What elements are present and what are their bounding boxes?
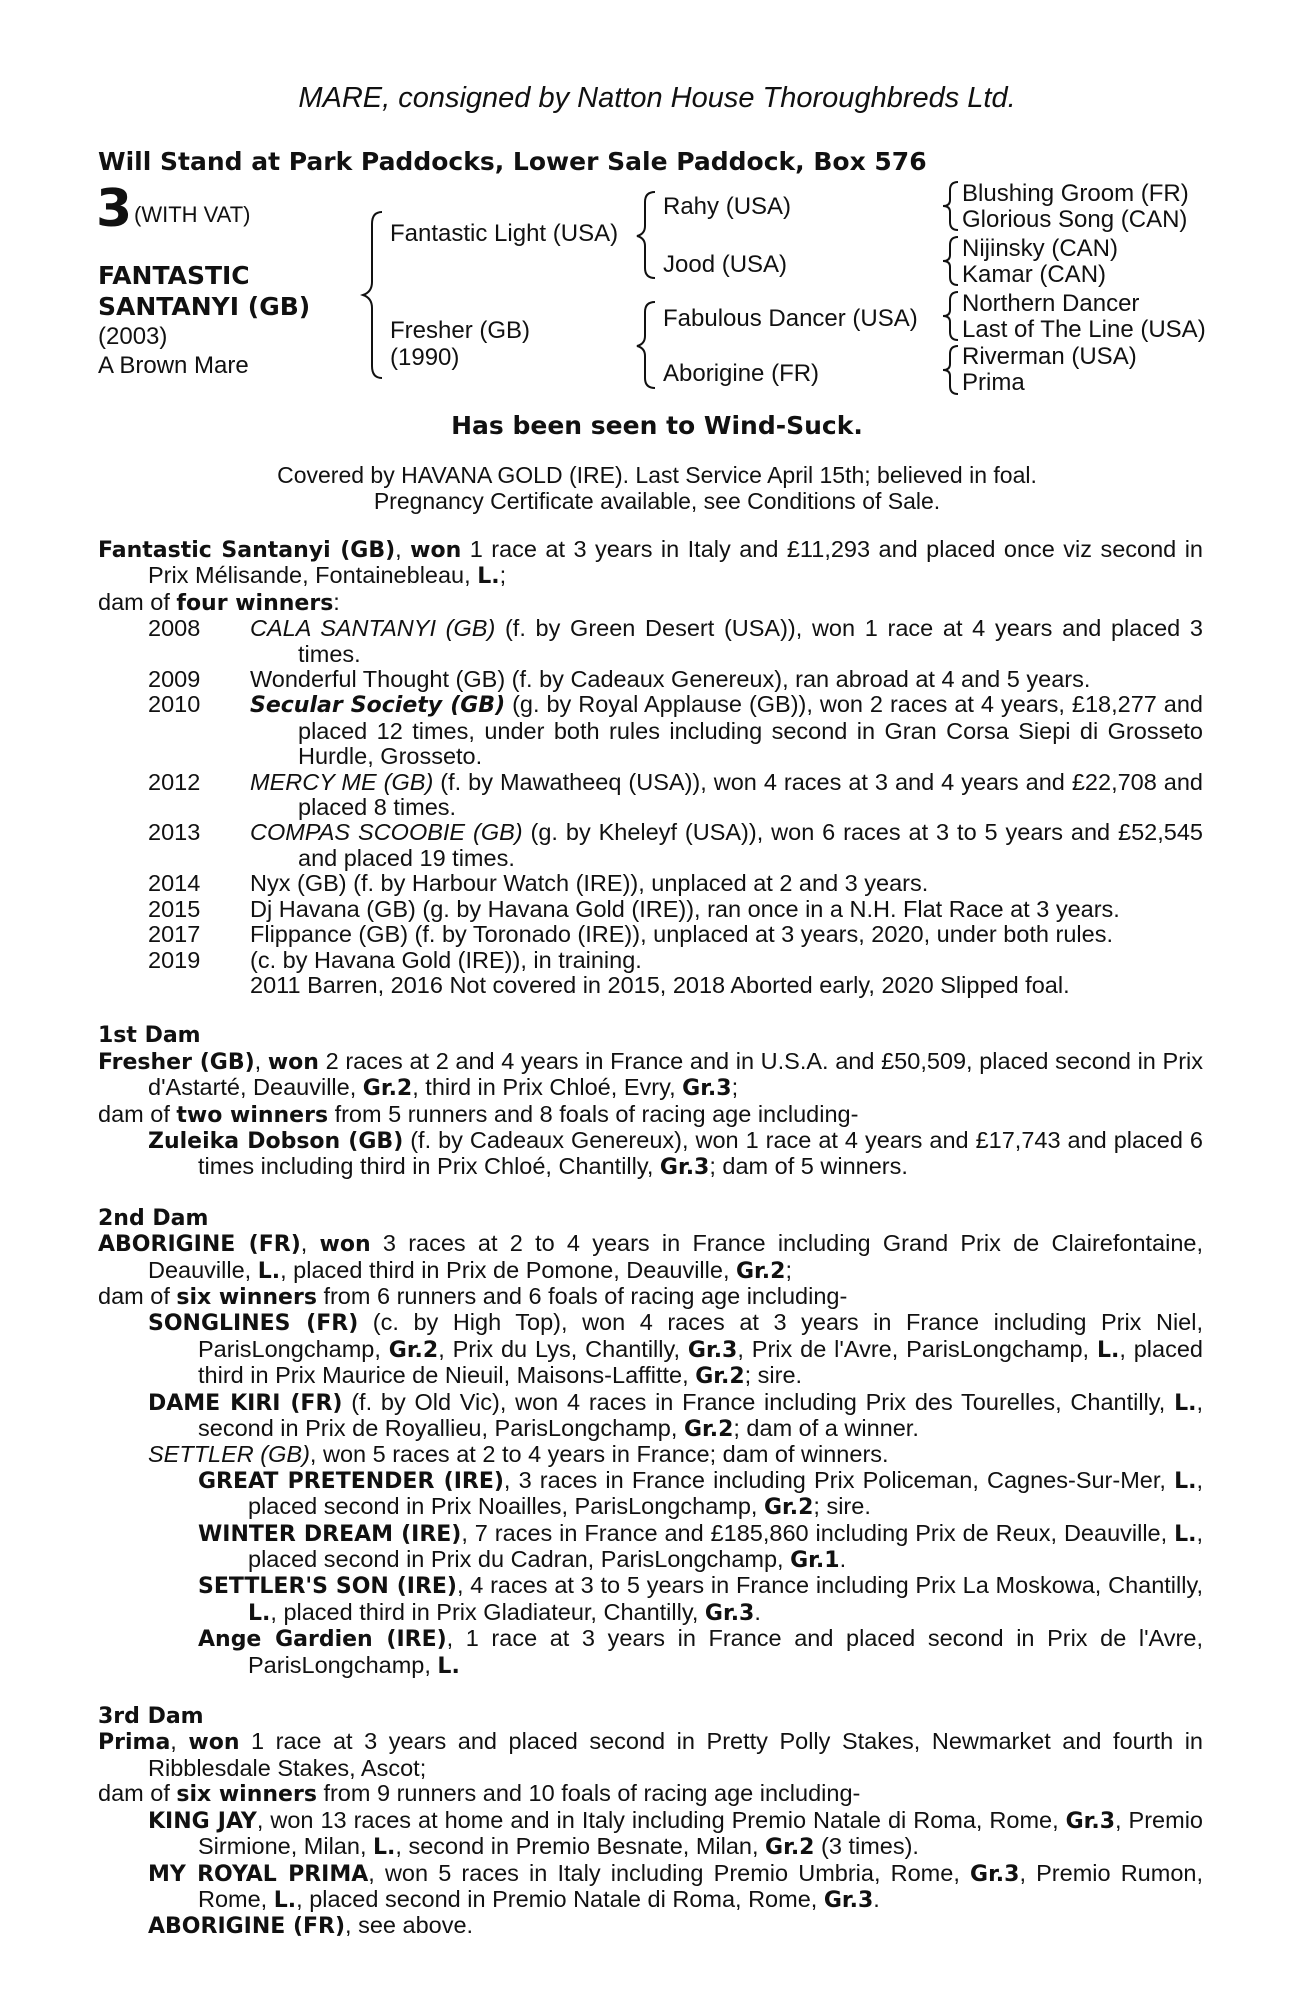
progeny-name: ABORIGINE (FR): [148, 1914, 346, 1940]
progeny-my-royal-prima: [98, 1861, 1203, 1914]
grade-label: Gr.2: [763, 1495, 814, 1521]
pedigree-sire-sire: Rahy (USA): [663, 193, 792, 220]
produce-year: 2017: [148, 921, 201, 948]
winners-count: two winners: [176, 1102, 329, 1128]
produce-year: 2012: [148, 768, 201, 795]
won-label: won: [267, 1049, 319, 1075]
produce-text: [250, 770, 1203, 821]
stand-location: Will Stand at Park Paddocks, Lower Sale Paddock, Box 576: [98, 147, 927, 176]
record-text: 2 races at 2 and 4 years in France and in U.S.A. and £50,509, placed second in Prix d'Astarté, Deauville,: [148, 1047, 1203, 1101]
record-text: , won 13 races at home and in Italy including Premio Natale di Roma, Rome,: [256, 1806, 1066, 1833]
produce-details: (f. by Mawatheeq (USA)), won 4 races at 3 and 4 years and £22,708 and placed 8 times.: [298, 768, 1203, 821]
mare-summary: Fantastic Santanyi (GB), won 1 race at 3 years in Italy and £11,293 and placed once viz second in Prix Mélisande, Fontainebleau, L.;: [98, 536, 1203, 590]
progeny-songlines: [98, 1310, 1203, 1389]
produce-year: 2014: [148, 870, 201, 897]
produce-details: Dj Havana (GB) (g. by Havana Gold (IRE)), ran once in a N.H. Flat Race at 3 years.: [250, 895, 1120, 922]
pedigree-dam-dam: Aborigine (FR): [663, 360, 820, 387]
second-dam-record: ABORIGINE (FR), won 3 races at 2 to 4 years in France including Grand Prix de Clairefontaine, Deauville, L., placed third in Prix de Pomone, Deauville, Gr.2;: [98, 1230, 1204, 1284]
first-dam-record: Fresher (GB), won 2 races at 2 and 4 years in France and in U.S.A. and £50,509, placed second in Prix d'Astarté, Deauville, Gr.2, third in Prix Chloé, Evry, Gr.3;: [98, 1047, 1203, 1102]
listed-label: L.: [437, 1653, 460, 1679]
dam-of-suffix: from 6 runners and 6 foals of racing age including-: [316, 1282, 848, 1309]
produce-year: 2010: [148, 691, 201, 718]
progeny-name: WINTER DREAM (IRE): [198, 1521, 462, 1547]
record-text: , placed second in Prix du Cadran, ParisLongchamp,: [248, 1519, 1203, 1573]
first-dam-dam-of: [98, 1102, 1203, 1128]
winners-count: six winners: [176, 1782, 317, 1808]
pedigree-sire: Fantastic Light (USA): [390, 220, 619, 247]
record-text: ; sire.: [744, 1362, 803, 1389]
record-text: ; sire.: [813, 1493, 871, 1520]
third-dam-heading: 3rd Dam: [98, 1704, 204, 1730]
record-text: , 4 races at 3 to 5 years in France including Prix La Moskowa, Chantilly,: [456, 1572, 1203, 1599]
pedigree-bracket-dam: [633, 300, 663, 390]
second-dam-heading: 2nd Dam: [98, 1205, 209, 1231]
mare-record: [98, 537, 1203, 1940]
dam-of-label: dam of: [98, 1780, 177, 1807]
second-dam-dam-of: [98, 1284, 1203, 1310]
vat-note: (WITH VAT): [134, 202, 251, 227]
pedigree-bracket-main: [360, 210, 390, 380]
produce-details: (g. by Royal Applause (GB)), won 2 races at 4 years, £18,277 and placed 12 times, under both rules including second in Gran Corsa Siepi di Grosseto Hurdle, Grosseto.: [298, 691, 1203, 770]
produce-text: [250, 973, 1203, 998]
dam-of-label: dam of: [98, 588, 177, 615]
lot-number: 3: [96, 179, 133, 239]
grade-label: Gr.2: [683, 1417, 734, 1442]
grade-label: Gr.2: [765, 1835, 815, 1861]
record-text: ; dam of 5 winners.: [709, 1153, 908, 1180]
dam-of-label: dam of: [98, 1100, 177, 1127]
covered-note-1: Covered by HAVANA GOLD (IRE). Last Service April 15th; believed in foal.: [277, 462, 1037, 488]
consignor-title: MARE, consigned by Natton House Thoroughbreds Ltd.: [298, 82, 1016, 114]
record-text: ; dam of a winner.: [733, 1415, 919, 1441]
produce-row: [98, 948, 1203, 973]
listed-label: L.: [1174, 1390, 1197, 1416]
won-label: won: [188, 1730, 240, 1756]
record-text: , 1 race at 3 years in France and placed second in Prix de l'Avre, ParisLongchamp,: [248, 1625, 1203, 1678]
grade-label: Gr.1: [790, 1548, 840, 1574]
pedigree-g4: Kamar (CAN): [962, 261, 1107, 288]
grade-label: Gr.3: [682, 1076, 732, 1102]
mare-text: 1 race at 3 years in Italy and £11,293 and placed once viz second in Prix Mélisande, Fontainebleau,: [148, 536, 1203, 589]
wind-suck-note: Has been seen to Wind-Suck.: [451, 411, 863, 440]
produce-row: [98, 820, 1203, 871]
produce-text: [250, 616, 1203, 667]
pedigree-bracket-g4: [940, 344, 962, 396]
record-text: (f. by Cadeaux Genereux), won 1 race at 4 years and £17,743 and placed 6 times including third in Prix Chloé, Chantilly,: [198, 1126, 1203, 1180]
pedigree-dam: Fresher (GB): [390, 317, 531, 344]
horse-name: FANTASTIC SANTANYI (GB): [98, 261, 311, 321]
produce-text: [250, 897, 1203, 922]
pedigree-g1: Blushing Groom (FR): [962, 180, 1189, 207]
listed-label: L.: [373, 1835, 396, 1861]
produce-text: [250, 692, 1203, 769]
record-text: 3 races at 2 to 4 years in France including Grand Prix de Clairefontaine, Deauville,: [148, 1230, 1204, 1283]
record-text: ;: [785, 1256, 792, 1283]
record-text: , Prix de l'Avre, ParisLongchamp,: [737, 1335, 1097, 1362]
pedigree-bracket-g3: [940, 290, 962, 342]
pedigree-g3: Nijinsky (CAN): [962, 235, 1118, 262]
record-text: .: [839, 1546, 847, 1573]
produce-year: 2008: [148, 615, 201, 642]
grade-label: Gr.3: [704, 1600, 755, 1626]
progeny-name: SONGLINES (FR): [148, 1311, 359, 1337]
grade-label: Gr.2: [736, 1258, 786, 1284]
third-dam-name: Prima: [98, 1730, 171, 1756]
winners-count: six winners: [176, 1284, 317, 1310]
produce-details: Nyx (GB) (f. by Harbour Watch (IRE)), unplaced at 2 and 3 years.: [250, 870, 929, 897]
progeny-name: SETTLER (GB): [148, 1441, 310, 1468]
produce-details: (f. by Green Desert (USA)), won 1 race at 4 years and placed 3 times.: [298, 615, 1203, 667]
third-dam-record: Prima, won 1 race at 3 years and placed second in Pretty Polly Stakes, Newmarket and fourth in Ribblesdale Stakes, Ascot;: [98, 1728, 1203, 1781]
progeny-settler: [98, 1442, 1203, 1467]
record-text: (3 times).: [814, 1833, 919, 1860]
pedigree-bracket-g2: [940, 235, 962, 287]
grade-label: Gr.3: [659, 1155, 710, 1181]
record-text: , placed third in Prix Gladiateur, Chantilly,: [270, 1598, 705, 1625]
produce-row: [98, 973, 1203, 998]
record-text: , third in Prix Chloé, Evry,: [412, 1074, 683, 1101]
progeny-settlers-son: [98, 1573, 1203, 1626]
won-label: won: [319, 1232, 371, 1258]
pedigree-g8: Prima: [962, 369, 1025, 396]
grade-label: Gr.3: [1065, 1808, 1116, 1834]
pedigree-g2: Glorious Song (CAN): [962, 206, 1188, 233]
record-text: , won 5 races in Italy including Premio Umbria, Rome,: [368, 1859, 971, 1886]
record-text: , won 5 races at 2 to 4 years in France; dam of winners.: [309, 1441, 889, 1468]
produce-row: [98, 770, 1203, 821]
listed-label: L.: [273, 1887, 297, 1913]
dam-of-label: dam of: [98, 1282, 177, 1309]
progeny-name: MY ROYAL PRIMA: [148, 1861, 369, 1887]
third-dam-dam-of: [98, 1781, 1203, 1807]
record-text: , Premio Rumon, Rome,: [198, 1859, 1203, 1912]
record-text: , Prix du Lys, Chantilly,: [438, 1335, 688, 1362]
record-text: , 3 races in France including Prix Policeman, Cagnes-Sur-Mer,: [503, 1466, 1175, 1493]
pedigree-sire-dam: Jood (USA): [663, 251, 788, 278]
pedigree-g7: Riverman (USA): [962, 343, 1137, 370]
dam-of-suffix: from 9 runners and 10 foals of racing age including-: [316, 1780, 861, 1807]
produce-row: [98, 692, 1203, 769]
pedigree-g6: Last of The Line (USA): [962, 316, 1206, 343]
record-text: , placed second in Premio Natale di Roma, Rome,: [296, 1885, 824, 1912]
produce-year: 2015: [148, 895, 201, 922]
record-text: , second in Premio Besnate, Milan,: [395, 1833, 766, 1860]
dam-of-suffix: :: [333, 588, 340, 615]
progeny-great-pretender: [98, 1468, 1203, 1521]
first-dam-progeny: [98, 1128, 1203, 1181]
record-text: , see above.: [345, 1912, 474, 1939]
progeny-name: KING JAY: [148, 1808, 257, 1834]
second-dam-name: ABORIGINE (FR): [98, 1232, 301, 1258]
produce-text: [250, 667, 1203, 692]
record-text: , 7 races in France and £185,860 including Prix de Reux, Deauville,: [461, 1519, 1175, 1546]
progeny-king-jay: [98, 1808, 1203, 1861]
record-text: (c. by High Top), won 4 races at 3 years in France including Prix Niel, ParisLongchamp,: [198, 1309, 1203, 1362]
progeny-name: Ange Gardien (IRE): [198, 1627, 447, 1653]
grade-label: Gr.2: [388, 1337, 439, 1363]
pedigree-dam-year: (1990): [390, 344, 460, 371]
winners-count: four winners: [176, 590, 334, 616]
listed-label: L.: [1174, 1521, 1197, 1547]
covered-note-2: Pregnancy Certificate available, see Conditions of Sale.: [373, 488, 941, 514]
listed-label: L.: [1096, 1337, 1120, 1363]
grade-label: Gr.3: [823, 1887, 874, 1913]
produce-text: [250, 948, 1203, 973]
produce-details: Wonderful Thought (GB) (f. by Cadeaux Genereux), ran abroad at 4 and 5 years.: [250, 666, 1091, 693]
won-label: won: [410, 538, 462, 563]
produce-name: Secular Society (GB): [250, 693, 506, 719]
produce-details: (g. by Kheleyf (USA)), won 6 races at 3 to 5 years and £52,545 and placed 19 times.: [298, 819, 1203, 871]
pedigree-dam-sire: Fabulous Dancer (USA): [663, 305, 918, 332]
produce-name: CALA SANTANYI (GB): [250, 615, 496, 642]
mare-dam-of: [98, 590, 1203, 616]
produce-year: 2009: [148, 666, 201, 693]
produce-details: Flippance (GB) (f. by Toronado (IRE)), unplaced at 3 years, 2020, under both rules.: [250, 921, 1113, 948]
produce-details: 2011 Barren, 2016 Not covered in 2015, 2018 Aborted early, 2020 Slipped foal.: [250, 971, 1070, 998]
mare-text-end: ;: [499, 562, 507, 589]
record-text: ;: [731, 1074, 739, 1101]
pedigree-bracket-sire: [633, 190, 663, 280]
record-text: , Premio Sirmione, Milan,: [198, 1806, 1203, 1860]
produce-year: [98, 973, 250, 998]
first-dam-heading: 1st Dam: [98, 1023, 201, 1049]
produce-year: 2019: [148, 946, 201, 973]
record-text: , placed second in Prix Noailles, ParisLongchamp,: [248, 1466, 1203, 1520]
produce-name: COMPAS SCOOBIE (GB): [250, 819, 523, 846]
dam-of-suffix: from 5 runners and 8 foals of racing age including-: [328, 1100, 859, 1127]
progeny-name: Zuleika Dobson (GB): [148, 1128, 404, 1154]
grade-label: Gr.2: [362, 1076, 413, 1102]
grade-label: Gr.3: [687, 1337, 738, 1363]
progeny-aborigine: [98, 1913, 1203, 1939]
grade-label: Gr.3: [970, 1861, 1020, 1887]
listed-label: L.: [248, 1600, 271, 1626]
listed-label: L.: [477, 564, 500, 590]
produce-row: [98, 897, 1203, 922]
progeny-name: DAME KIRI (FR): [148, 1390, 343, 1416]
produce-text: [250, 820, 1203, 871]
horse-details: (2003) A Brown Mare: [98, 323, 249, 379]
produce-text: [250, 922, 1203, 947]
produce-year: 2013: [148, 819, 201, 846]
produce-name: MERCY ME (GB): [250, 768, 434, 795]
progeny-winter-dream: [98, 1521, 1203, 1574]
listed-label: L.: [1174, 1468, 1197, 1494]
produce-row: [98, 667, 1203, 692]
record-text: , placed third in Prix de Pomone, Deauville,: [280, 1256, 736, 1283]
progeny-name: GREAT PRETENDER (IRE): [198, 1468, 504, 1494]
produce-row: [98, 616, 1203, 667]
progeny-ange-gardien: [98, 1626, 1203, 1679]
produce-details: (c. by Havana Gold (IRE)), in training.: [250, 946, 642, 973]
record-text: 1 race at 3 years and placed second in Pretty Polly Stakes, Newmarket and fourth in Ribblesdale Stakes, Ascot;: [148, 1728, 1203, 1781]
progeny-dame-kiri: [98, 1390, 1203, 1443]
pedigree-g5: Northern Dancer: [962, 290, 1140, 317]
produce-text: [250, 871, 1203, 896]
mare-name: Fantastic Santanyi (GB): [98, 538, 396, 563]
record-text: .: [754, 1598, 761, 1625]
record-text: .: [873, 1885, 880, 1912]
progeny-name: SETTLER'S SON (IRE): [198, 1574, 457, 1600]
first-dam-name: Fresher (GB): [98, 1049, 255, 1075]
pedigree-bracket-g1: [940, 180, 962, 232]
produce-row: [98, 871, 1203, 896]
record-text: , second in Prix de Royallieu, ParisLongchamp,: [198, 1388, 1203, 1441]
record-text: (f. by Old Vic), won 4 races in France including Prix des Tourelles, Chantilly,: [342, 1388, 1175, 1415]
produce-row: [98, 922, 1203, 947]
record-text: , placed third in Prix Maurice de Nieuil, Maisons-Laffitte,: [198, 1335, 1203, 1389]
listed-label: L.: [257, 1258, 281, 1284]
grade-label: Gr.2: [695, 1364, 745, 1390]
